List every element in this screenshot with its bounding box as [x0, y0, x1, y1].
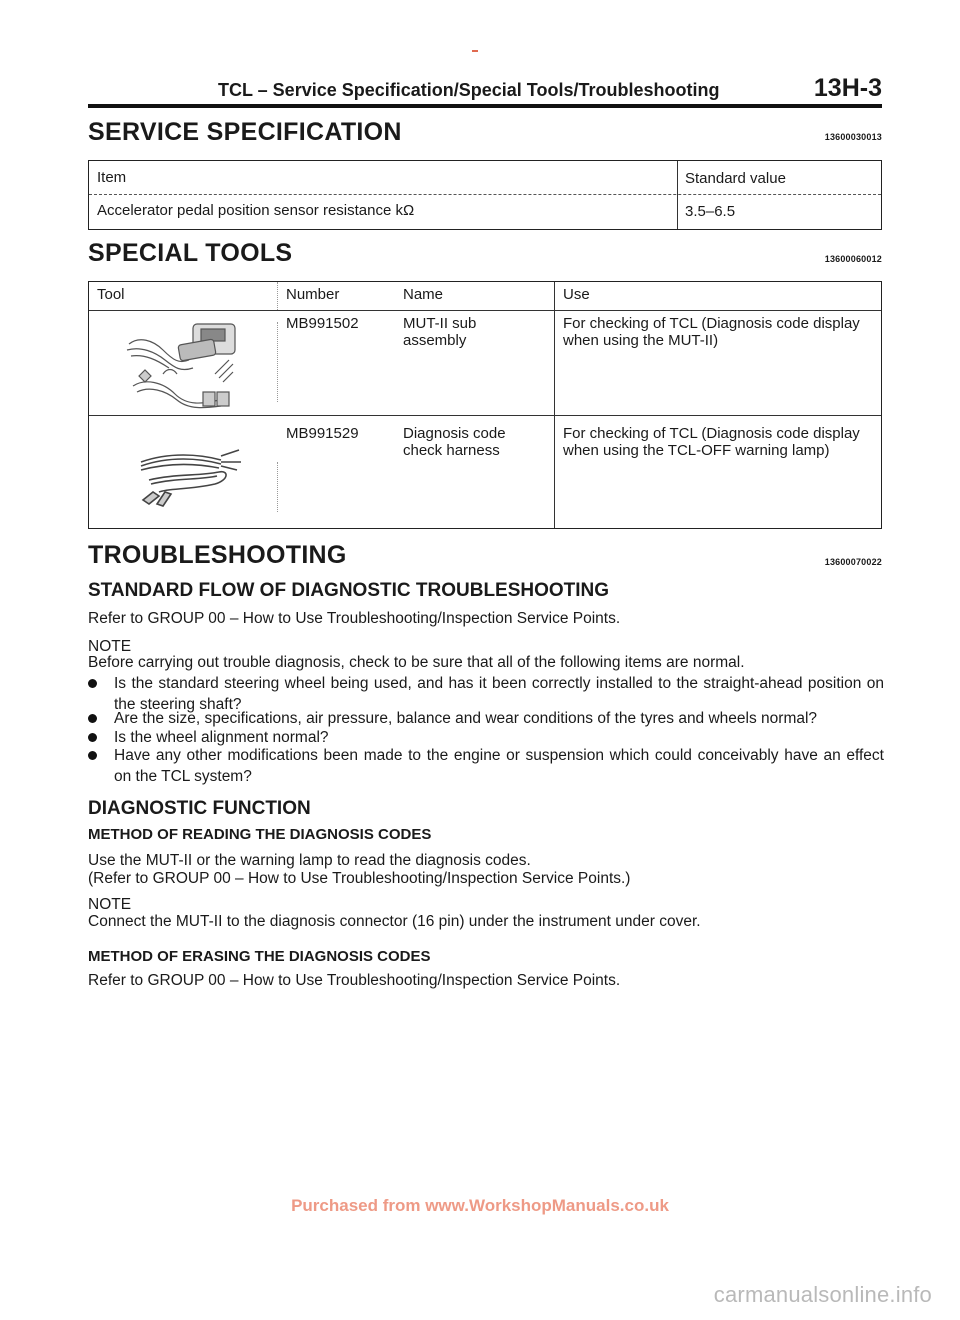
- standard-flow-heading: STANDARD FLOW OF DIAGNOSTIC TROUBLESHOOTING: [88, 580, 610, 601]
- erasing-codes-heading: METHOD OF ERASING THE DIAGNOSIS CODES: [88, 948, 431, 965]
- bullet-dot: [88, 751, 97, 760]
- running-header: [88, 76, 882, 106]
- service-spec-table: [88, 160, 882, 230]
- tool-2-name-line2: check harness: [403, 442, 500, 459]
- tool-1-use-line1: For checking of TCL (Diagnosis code display: [563, 315, 860, 332]
- reading-codes-line2: (Refer to GROUP 00 – How to Use Troubleshooting/Inspection Service Points.): [88, 870, 631, 887]
- reading-codes-heading: METHOD OF READING THE DIAGNOSIS CODES: [88, 826, 432, 843]
- tool-1-use-line2: when using the MUT-II): [563, 332, 719, 349]
- standard-flow-note-label: NOTE: [88, 638, 132, 655]
- special-tools-table: [88, 281, 882, 529]
- troubleshooting-title: TROUBLESHOOTING: [88, 541, 347, 569]
- service-spec-code: 13600030013: [824, 132, 882, 142]
- standard-flow-refer: Refer to GROUP 00 – How to Use Troubleshooting/Inspection Service Points.: [88, 610, 621, 627]
- diagnosis-code-check-harness-icon: [129, 432, 249, 512]
- tools-header-tool: Tool: [97, 286, 125, 303]
- header-title: TCL – Service Specification/Special Tools/Troubleshooting: [218, 80, 720, 100]
- tools-header-use: Use: [563, 286, 590, 303]
- check-item-text: Have any other modifications been made to the engine or suspension which could conceivably have an effect on the TCL system?: [114, 747, 884, 785]
- spec-header-standard-value: Standard value: [685, 170, 786, 187]
- spec-row-item: Accelerator pedal position sensor resistance kΩ: [97, 202, 415, 219]
- spec-row-value: 3.5–6.5: [685, 203, 736, 220]
- header-rule: [88, 104, 882, 108]
- standard-flow-note-text: Before carrying out trouble diagnosis, check to be sure that all of the following items are normal.: [88, 654, 745, 671]
- special-tools-code: 13600060012: [824, 254, 882, 264]
- tools-header-name: Name: [403, 286, 444, 303]
- tool-2-number: MB991529: [286, 425, 359, 442]
- diagnostic-function-heading: DIAGNOSTIC FUNCTION: [88, 798, 311, 819]
- top-scan-mark: [472, 50, 478, 52]
- page-number: 13H-3: [813, 74, 882, 102]
- special-tools-title: SPECIAL TOOLS: [88, 239, 293, 267]
- reading-note-label: NOTE: [88, 896, 132, 913]
- check-item-text: Is the standard steering wheel being used, and has it been correctly installed to the straight-ahead position on the steering shaft?: [114, 675, 884, 713]
- purchase-watermark: Purchased from www.WorkshopManuals.co.uk: [291, 1196, 669, 1215]
- reading-note-text: Connect the MUT-II to the diagnosis connector (16 pin) under the instrument under cover.: [88, 913, 701, 930]
- spec-header-item: Item: [97, 169, 127, 186]
- tools-header-number: Number: [286, 286, 340, 303]
- tool-1-number: MB991502: [286, 315, 359, 332]
- footer-site-watermark: carmanualsonline.info: [713, 1282, 932, 1307]
- mut-ii-sub-assembly-icon: [119, 316, 259, 412]
- troubleshooting-code: 13600070022: [824, 557, 882, 567]
- bullet-dot: [88, 733, 97, 742]
- check-item-text: Is the wheel alignment normal?: [114, 729, 329, 746]
- bullet-dot: [88, 714, 97, 723]
- tool-2-name-line1: Diagnosis code: [403, 425, 506, 442]
- check-item-text: Are the size, specifications, air pressure, balance and wear conditions of the tyres and wheels normal?: [114, 710, 818, 727]
- tool-1-name-line1: MUT-II sub: [403, 315, 477, 332]
- erasing-codes-text: Refer to GROUP 00 – How to Use Troubleshooting/Inspection Service Points.: [88, 972, 621, 989]
- tool-1-name-line2: assembly: [403, 332, 467, 349]
- tool-2-use-line1: For checking of TCL (Diagnosis code display: [563, 425, 860, 442]
- tool-2-use-line2: when using the TCL-OFF warning lamp): [563, 442, 830, 459]
- service-spec-title: SERVICE SPECIFICATION: [88, 118, 402, 146]
- bullet-dot: [88, 679, 97, 688]
- reading-codes-line1: Use the MUT-II or the warning lamp to read the diagnosis codes.: [88, 852, 531, 869]
